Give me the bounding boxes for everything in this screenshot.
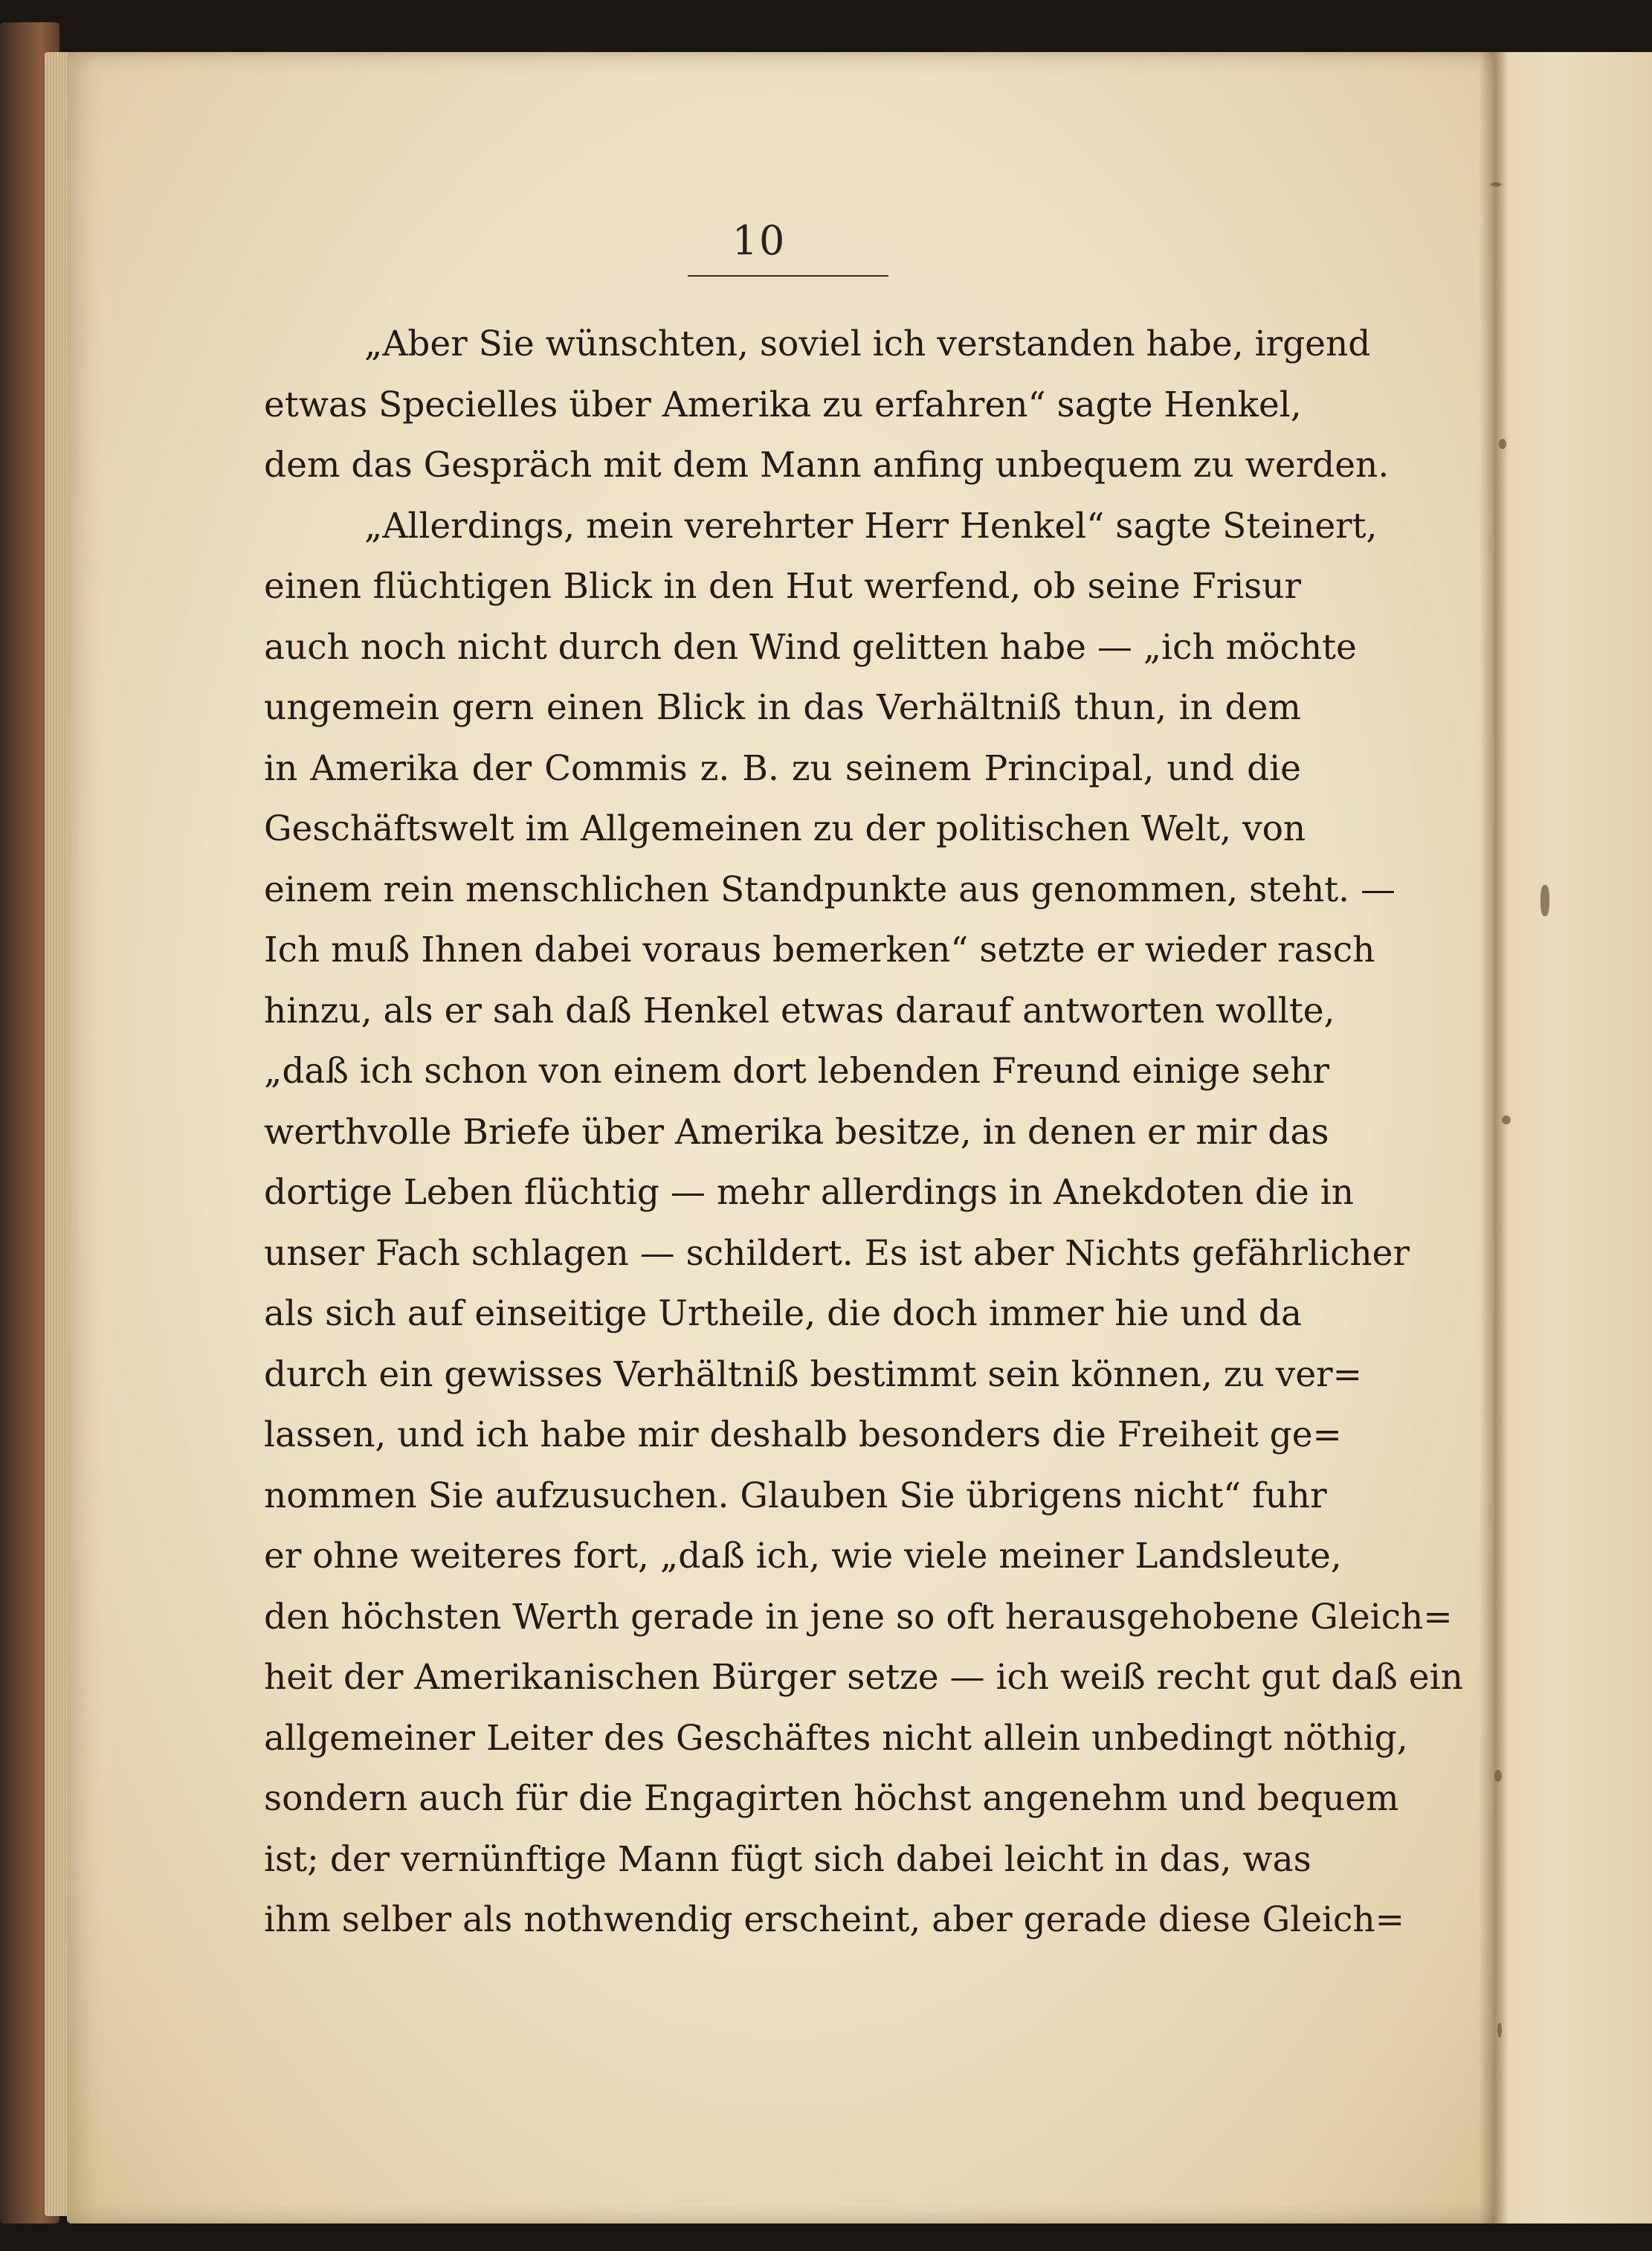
paper-speck [1540,885,1549,916]
paper-speck [1497,2023,1502,2038]
text-line: hinzu, als er sah daß Henkel etwas darauf antworten wollte, [264,990,1335,1031]
text-line: ihm selber als nothwendig erscheint, aber gerade diese Gleich= [264,1899,1405,1940]
text-line: unser Fach schlagen — schildert. Es ist aber Nichts gefährlicher [264,1232,1410,1274]
body-text [264,314,1463,1951]
text-line: ungemein gern einen Blick in das Verhältniß thun, in dem [264,687,1301,728]
text-line: Ich muß Ihnen dabei voraus bemerken“ setzte er wieder rasch [264,930,1375,970]
paper-speck [1494,1770,1502,1782]
page-number: 10 [732,217,787,264]
text-line: einen flüchtigen Blick in den Hut werfend, ob seine Frisur [264,566,1301,607]
text-line: etwas Specielles über Amerika zu erfahren“ sagte Henkel, [264,384,1302,425]
text-line: in Amerika der Commis z. B. zu seinem Principal, und die [264,747,1301,789]
paper-speck [1491,182,1501,187]
text-line: den höchsten Werth gerade in jene so oft herausgehobene Gleich= [264,1596,1453,1637]
facing-page-edge [1494,52,1652,2223]
header-rule [688,275,888,277]
text-line: nommen Sie aufzusuchen. Glauben Sie übrigens nicht“ fuhr [264,1475,1327,1516]
text-line: heit der Amerikanischen Bürger setze — ich weiß recht gut daß ein [264,1657,1463,1698]
text-line: werthvolle Briefe über Amerika besitze, in denen er mir das [264,1111,1329,1153]
paper-speck [1502,1115,1511,1124]
text-line: durch ein gewisses Verhältniß bestimmt sein können, zu ver= [264,1353,1362,1395]
text-line: „Aber Sie wünschten, soviel ich verstanden habe, irgend [364,323,1371,364]
text-line: einem rein menschlichen Standpunkte aus genommen, steht. — [264,869,1396,910]
text-line: er ohne weiteres fort, „daß ich, wie viele meiner Landsleute, [264,1536,1342,1577]
text-line: dem das Gespräch mit dem Mann anfing unbequem zu werden. [264,445,1390,486]
text-line: „Allerdings, mein verehrter Herr Henkel“ sagte Steinert, [364,505,1378,547]
text-line: „daß ich schon von einem dort lebenden Freund einige sehr [264,1051,1329,1092]
text-line: ist; der vernünftige Mann fügt sich dabei leicht in das, was [264,1838,1311,1880]
paper-speck [1499,439,1506,449]
text-line: auch noch nicht durch den Wind gelitten habe — „ich möchte [264,626,1357,668]
gutter-shadow [1480,52,1509,2223]
text-line: allgemeiner Leiter des Geschäftes nicht allein unbedingt nöthig, [264,1717,1408,1759]
text-line: lassen, und ich habe mir deshalb besonders die Freiheit ge= [264,1414,1342,1455]
text-line: sondern auch für die Engagirten höchst angenehm und bequem [264,1778,1399,1819]
text-line: Geschäftswelt im Allgemeinen zu der politischen Welt, von [264,808,1306,849]
text-line: dortige Leben flüchtig — mehr allerdings in Anekdoten die in [264,1172,1355,1213]
text-line: als sich auf einseitige Urtheile, die doch immer hie und da [264,1293,1302,1334]
